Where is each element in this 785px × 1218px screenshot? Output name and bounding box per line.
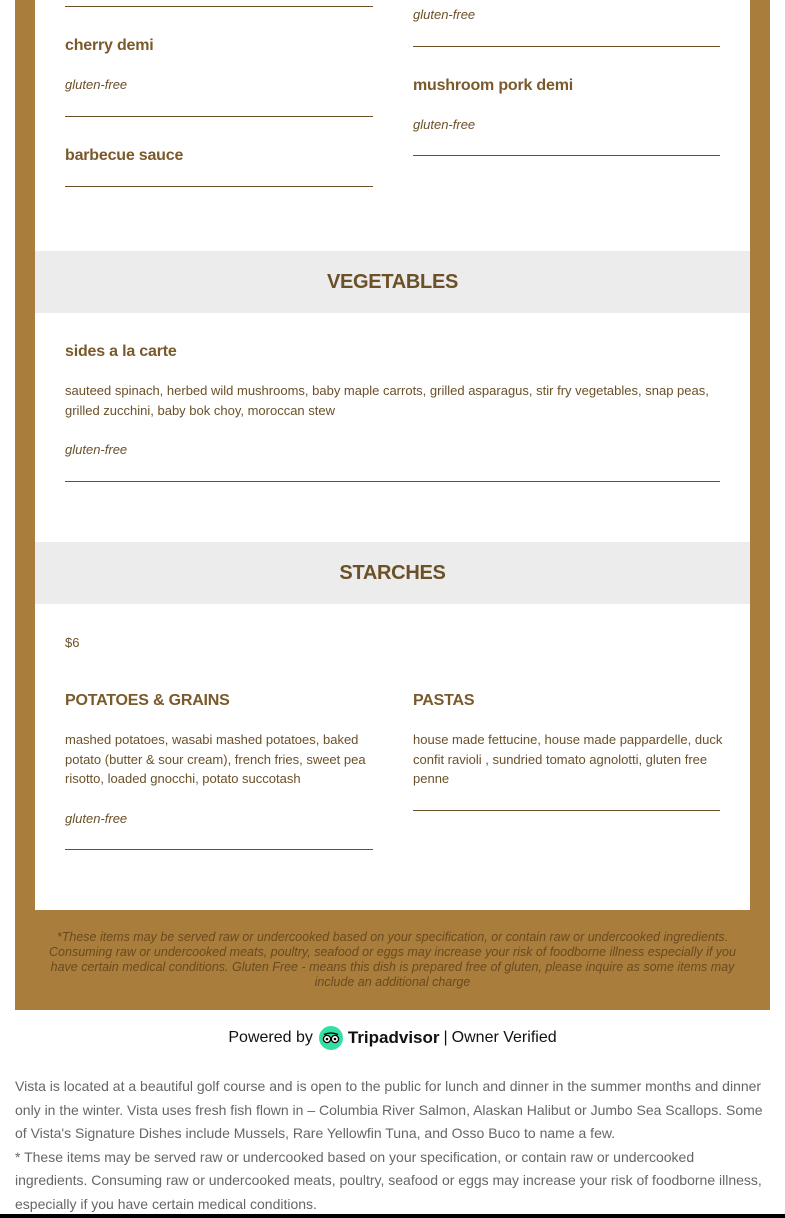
description-paragraph: * These items may be served raw or undercooked based on your specification, or contain raw or undercooked ingredients. Consuming raw or undercooked meats, poultry, seafood or eggs may increase your risk of foodborne illness, especially if you have certain medical conditions. — [15, 1148, 762, 1212]
divider — [65, 116, 373, 117]
gluten-free-tag: gluten-free — [413, 7, 476, 22]
item-title-mushroom-pork-demi: mushroom pork demi — [413, 77, 573, 94]
divider — [413, 810, 720, 811]
item-description: mashed potatoes, wasabi mashed potatoes, baked potato (butter & sour cream), french fries, sweet pea risotto, loaded gnocchi, potato succotash — [65, 732, 366, 786]
restaurant-description — [15, 1075, 770, 1216]
divider — [65, 186, 373, 187]
separator: | — [443, 1029, 448, 1046]
divider — [65, 481, 720, 482]
owner-verified-label: Owner Verified — [451, 1029, 557, 1046]
item-title-potatoes-grains: POTATOES & GRAINS — [65, 692, 230, 709]
gluten-free-tag: gluten-free — [65, 442, 128, 457]
item-title-barbecue-sauce: barbecue sauce — [65, 147, 184, 164]
tripadvisor-brand: Tripadvisor — [347, 1028, 440, 1047]
section-header-vegetables — [35, 251, 750, 313]
gluten-free-tag: gluten-free — [65, 77, 128, 92]
item-description: house made fettucine, house made pappardelle, duck confit ravioli , sundried tomato agnolotti, gluten free penne — [413, 732, 723, 786]
section-title: VEGETABLES — [326, 270, 459, 293]
item-description: sauteed spinach, herbed wild mushrooms, baby maple carrots, grilled asparagus, stir fry vegetables, snap peas, grilled zucchini, baby bok choy, moroccan stew — [65, 383, 709, 418]
powered-by-label: Powered by — [228, 1029, 313, 1046]
gluten-free-tag: gluten-free — [65, 811, 128, 826]
item-title-cherry-demi: cherry demi — [65, 37, 154, 54]
powered-by-tripadvisor[interactable] — [0, 1026, 785, 1050]
item-title-sides: sides a la carte — [65, 343, 177, 360]
divider — [65, 849, 373, 850]
bottom-bar — [0, 1214, 785, 1218]
divider — [65, 6, 373, 7]
description-paragraph: Vista is located at a beautiful golf course and is open to the public for lunch and dinner in the summer months and dinner only in the winter. Vista uses fresh fish flown in – Columbia River Salmon, Alaskan Halibut or Jumbo Sea Scallops. Some of Vista's Signature Dishes include Mussels, Rare Yellowfin Tuna, and Osso Buco to name a few. — [15, 1078, 763, 1141]
gluten-free-tag: gluten-free — [413, 117, 476, 132]
item-title-pastas: PASTAS — [413, 692, 475, 709]
price: $6 — [65, 635, 80, 650]
section-header-starches — [35, 542, 750, 604]
tripadvisor-owl-icon — [319, 1026, 343, 1050]
divider — [413, 46, 720, 47]
section-title: STARCHES — [339, 561, 446, 584]
divider — [413, 155, 720, 156]
disclaimer-text: *These items may be served raw or undercooked based on your specification, or contain raw or undercooked ingredients. Consuming raw or undercooked meats, poultry, seafood or eggs may increase your risk of foodborne illness especially if you have certain medical conditions. Gluten Free - means this dish is prepared free of gluten, please inquire as some items may include an additional charge — [49, 930, 736, 989]
